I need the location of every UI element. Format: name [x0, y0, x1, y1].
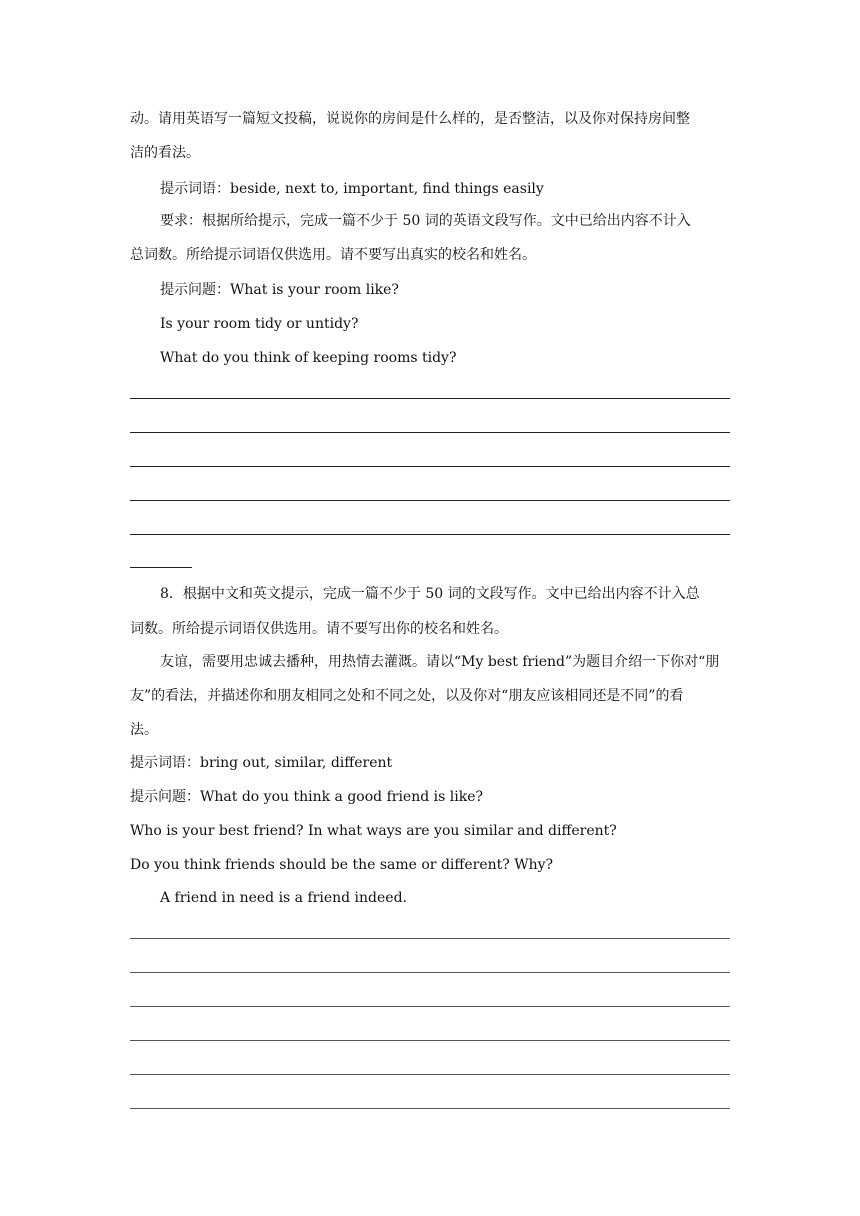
- q7-answer-line-4: [130, 500, 730, 501]
- q7-hint-question-2: Is your room tidy or untidy?: [160, 316, 359, 332]
- q7-hint-question-1: 提示问题：What is your room like?: [160, 282, 399, 298]
- q8-answer-line-3: [130, 1006, 730, 1007]
- q8-hint-words: 提示词语：bring out, similar, different: [130, 755, 393, 771]
- q8-opening-sentence: A friend in need is a friend indeed.: [160, 890, 407, 906]
- q7-answer-line-1: [130, 398, 730, 399]
- q8-hint-question-2: Who is your best friend? In what ways are you similar and different?: [130, 823, 617, 839]
- q8-hint-question-1: 提示问题：What do you think a good friend is like?: [130, 789, 483, 805]
- q7-hint-question-3: What do you think of keeping rooms tidy?: [160, 350, 457, 366]
- q8-intro-line-3: 法。: [130, 722, 158, 738]
- q8-instruction-line-1: 8．根据中文和英文提示，完成一篇不少于 50 词的文段写作。文中已给出内容不计入总: [160, 586, 700, 602]
- q7-answer-line-6: [130, 567, 192, 568]
- q7-instruction-line-1: 动。请用英语写一篇短文投稿，说说你的房间是什么样的，是否整洁，以及你对保持房间整: [130, 111, 690, 127]
- q8-answer-line-2: [130, 972, 730, 973]
- q8-answer-line-5: [130, 1074, 730, 1075]
- q7-hint-words: 提示词语：beside, next to, important, find things easily: [160, 181, 544, 197]
- q7-requirement-line-1: 要求：根据所给提示，完成一篇不少于 50 词的英语文段写作。文中已给出内容不计入: [160, 213, 691, 229]
- q8-intro-line-1: 友谊，需要用忠诚去播种，用热情去灌溉。请以“My best friend”为题目介绍一下你对“朋: [160, 654, 720, 670]
- q8-answer-line-1: [130, 938, 730, 939]
- q8-instruction-line-2: 词数。所给提示词语仅供选用。请不要写出你的校名和姓名。: [130, 621, 508, 637]
- q8-hint-question-3: Do you think friends should be the same or different? Why?: [130, 857, 554, 873]
- q7-requirement-line-2: 总词数。所给提示词语仅供选用。请不要写出真实的校名和姓名。: [130, 247, 536, 263]
- q8-answer-line-4: [130, 1040, 730, 1041]
- q7-instruction-line-2: 洁的看法。: [130, 145, 200, 161]
- q8-answer-line-6: [130, 1108, 730, 1109]
- q7-answer-line-2: [130, 432, 730, 433]
- q7-answer-line-3: [130, 466, 730, 467]
- q7-answer-line-5: [130, 534, 730, 535]
- q8-intro-line-2: 友”的看法，并描述你和朋友相同之处和不同之处，以及你对“朋友应该相同还是不同”的看: [130, 688, 684, 704]
